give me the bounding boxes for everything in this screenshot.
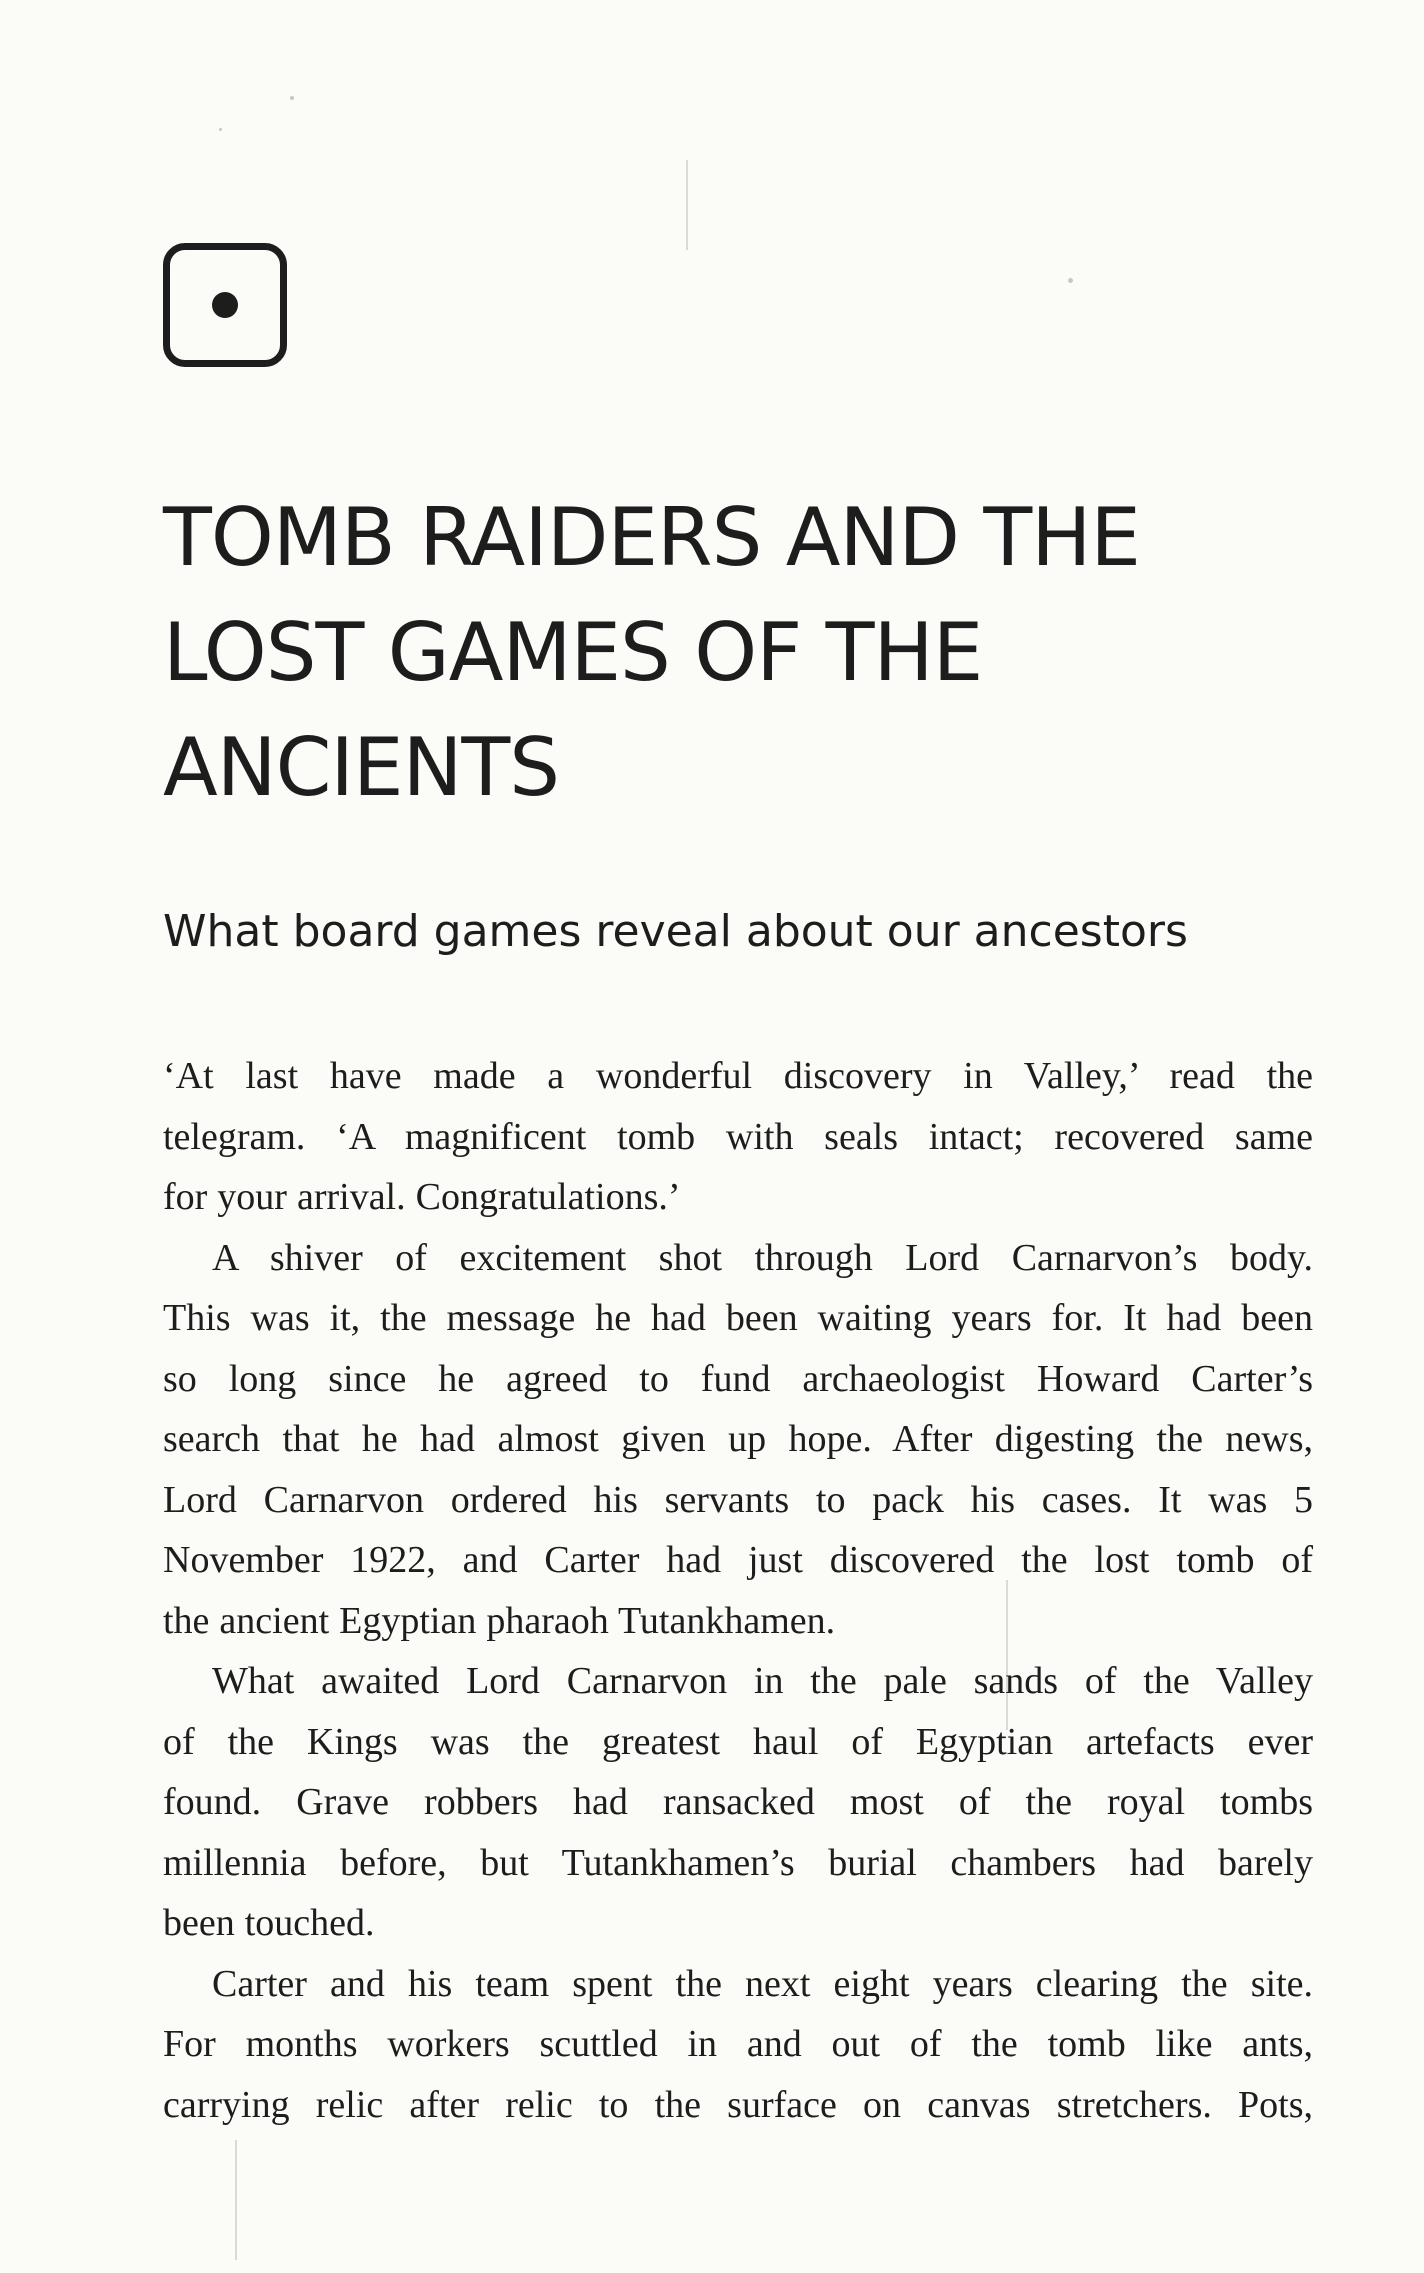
text-line: for your arrival. Congratulations.’: [163, 1176, 681, 1218]
text-line: For months workers scuttled in and out of the tomb like ants,: [163, 2023, 1313, 2065]
text-line: the ancient Egyptian pharaoh Tutankhamen.: [163, 1599, 836, 1642]
text-line: so long since he agreed to fund archaeologist Howard Carter’s: [163, 1357, 1313, 1400]
paragraph: [163, 1046, 1313, 1228]
text-line: Carter and his team spent the next eight years clearing the site.: [212, 1962, 1313, 2005]
paper-speck: [1068, 278, 1073, 283]
text-line: carrying relic after relic to the surface on canvas stretchers. Pots,: [163, 2083, 1313, 2126]
chapter-title-line: LOST GAMES OF THE: [163, 606, 983, 699]
chapter-title-line: ANCIENTS: [163, 721, 560, 814]
die-pip: [212, 292, 238, 318]
text-line: been touched.: [163, 1902, 375, 1944]
text-line: November 1922, and Carter had just discovered the lost tomb of: [163, 1539, 1313, 1581]
chapter-die-icon: [163, 243, 287, 367]
chapter-body: [163, 1046, 1313, 2135]
text-line: A shiver of excitement shot through Lord Carnarvon’s body.: [212, 1236, 1313, 1279]
text-line: millennia before, but Tutankhamen’s burial chambers had barely: [163, 1841, 1313, 1884]
paragraph: [163, 1954, 1313, 2136]
text-line: telegram. ‘A magnificent tomb with seals intact; recovered same: [163, 1115, 1313, 1158]
text-line: search that he had almost given up hope. After digesting the news,: [163, 1418, 1313, 1460]
text-line: of the Kings was the greatest haul of Egyptian artefacts ever: [163, 1720, 1313, 1763]
chapter-subtitle: What board games reveal about our ancestors: [163, 906, 1188, 957]
paper-speck: [219, 128, 222, 131]
paragraph: [163, 1228, 1313, 1652]
chapter-title-line: TOMB RAIDERS AND THE: [163, 491, 1140, 584]
text-line: ‘At last have made a wonderful discovery in Valley,’ read the: [163, 1055, 1313, 1097]
paper-speck: [290, 96, 294, 100]
scan-artifact-line: [235, 2140, 237, 2260]
scan-artifact-line: [686, 160, 688, 250]
text-line: This was it, the message he had been waiting years for. It had been: [163, 1297, 1313, 1339]
text-line: Lord Carnarvon ordered his servants to pack his cases. It was 5: [163, 1478, 1313, 1521]
paragraph: [163, 1651, 1313, 1954]
text-line: found. Grave robbers had ransacked most of the royal tombs: [163, 1781, 1313, 1823]
chapter-title: [163, 480, 1283, 825]
text-line: What awaited Lord Carnarvon in the pale sands of the Valley: [212, 1660, 1313, 1702]
